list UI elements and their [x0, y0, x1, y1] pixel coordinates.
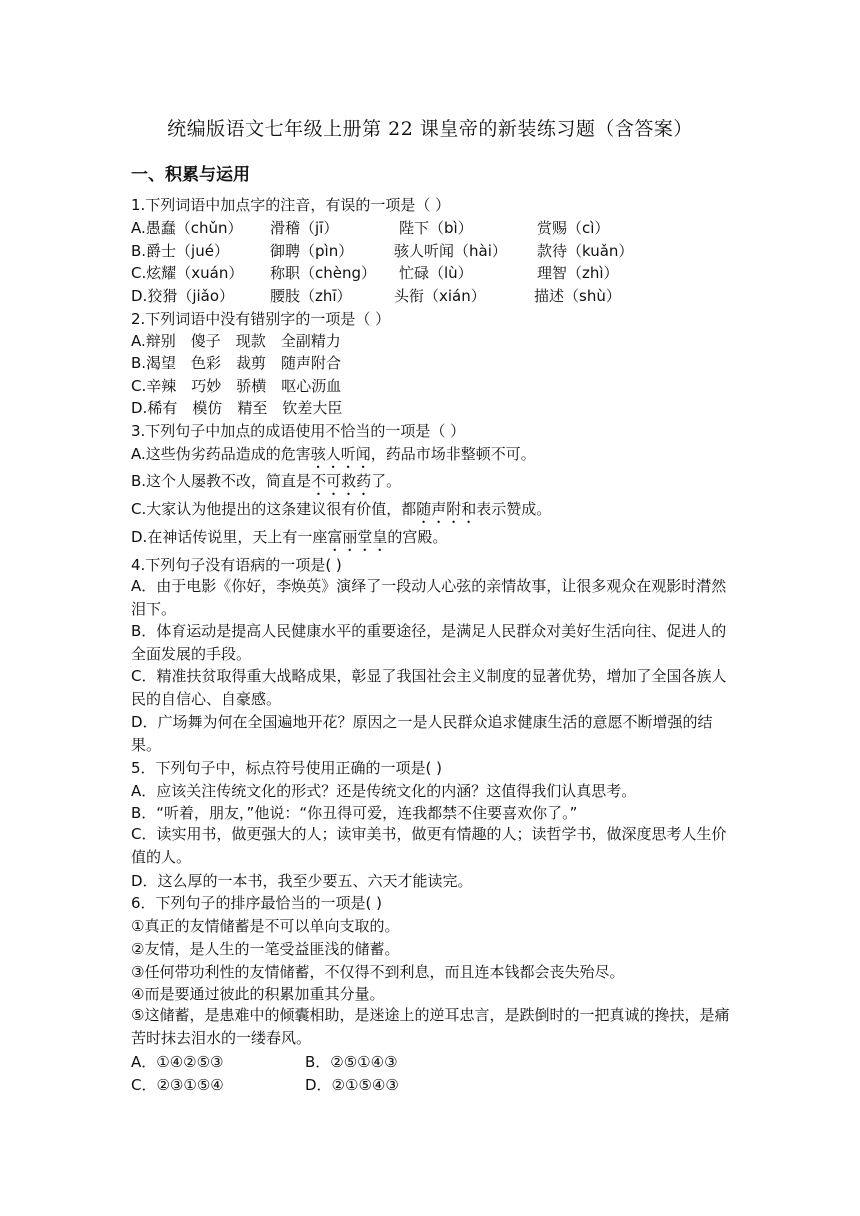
question-3-option-d [131, 527, 447, 555]
option-cell: 骇人听闻（hài） [394, 242, 507, 260]
question-2-option-b: B.渴望 色彩 裁剪 随声附合 [131, 354, 342, 372]
question-2-option-a: A.辩别 傻子 现款 全副精力 [131, 332, 341, 350]
question-5-option-a: A．应该关注传统文化的形式？还是传统文化的内涵？这值得我们认真思考。 [131, 782, 637, 800]
option-cell: 赏赐（cì） [537, 219, 610, 237]
option-text: B.这个人屡教不改，简直是 [131, 472, 312, 490]
dotted-idiom: 骇人听闻 [310, 445, 371, 463]
question-4-option-c: C．精准扶贫取得重大战略成果，彰显了我国社会主义制度的显著优势，增加了全国各族人民的自信心、自豪感。 [131, 667, 727, 708]
question-2-option-c: C.辛辣 巧妙 骄横 呕心沥血 [131, 377, 342, 395]
question-4-stem: 4.下列句子没有语病的一项是( ) [131, 556, 342, 574]
option-text: D.在神话传说里，天上有一座 [131, 528, 328, 546]
dotted-idiom: 富丽堂皇 [327, 528, 388, 546]
option-cell: C.炫耀（xuán） [131, 264, 244, 282]
question-1-stem: 1.下列词语中加点字的注音，有误的一项是（ ） [131, 196, 451, 214]
question-3-option-b [131, 471, 401, 499]
option-text: A.这些伪劣药品造成的危害 [131, 445, 311, 463]
question-4-option-a: A．由于电影《你好，李焕英》演绎了一段动人心弦的亲情故事，让很多观众在观影时潸然泪下。 [131, 577, 727, 618]
question-5-stem: 5．下列句子中，标点符号使用正确的一项是( ) [131, 759, 443, 777]
option-cell: B.爵士（jué） [131, 242, 229, 260]
option-cell: 理智（zhì） [537, 264, 619, 282]
question-6-sentence-5: ⑤这储蓄，是患难中的倾囊相助，是迷途上的逆耳忠言，是跌倒时的一把真诚的搀扶，是痛苦时抹去泪水的一缕春风。 [131, 1006, 730, 1047]
option-cell: 称职（chèng） [270, 264, 377, 282]
option-cell: 腰肢（zhī） [270, 287, 352, 305]
question-6-sentence-4: ④而是要通过彼此的积累加重其分量。 [131, 985, 385, 1003]
choice-a: A．①④②⑤③ [131, 1053, 224, 1071]
option-text: 表示赞成。 [476, 500, 552, 518]
dotted-idiom: 随声附和 [416, 500, 477, 518]
question-6-sentence-3: ③任何带功利性的友情储蓄，不仅得不到利息，而且连本钱都会丧失殆尽。 [131, 963, 625, 981]
option-cell: 款待（kuǎn） [537, 242, 634, 260]
choice-b: B．②⑤①④③ [305, 1053, 398, 1071]
document-title: 统编版语文七年级上册第 22 课皇帝的新装练习题（含答案） [167, 118, 693, 140]
option-cell: 忙碌（lù） [399, 264, 473, 282]
question-5-option-d: D．这么厚的一本书，我至少要五、六天才能读完。 [131, 872, 473, 890]
option-cell: 描述（shù） [534, 287, 621, 305]
question-3-stem: 3.下列句子中加点的成语使用不恰当的一项是（ ） [131, 422, 466, 440]
choice-d: D．②①⑤④③ [305, 1076, 399, 1094]
option-cell: A.愚蠢（chǔn） [131, 219, 243, 237]
question-6-sentence-1: ①真正的友情储蓄是不可以单向支取的。 [131, 917, 400, 935]
option-cell: 头衔（xián） [394, 287, 486, 305]
option-cell: 陛下（bì） [399, 219, 473, 237]
question-6-sentence-2: ②友情，是人生的一笔受益匪浅的储蓄。 [131, 940, 400, 958]
dotted-idiom: 不可救药 [311, 472, 372, 490]
question-3-option-c [131, 499, 551, 527]
question-3-option-a [131, 444, 536, 472]
question-5-option-c: C．读实用书，做更强大的人；读审美书，做更有情趣的人；读哲学书，做深度思考人生价值的人。 [131, 825, 727, 866]
choice-c: C．②③①⑤④ [131, 1076, 224, 1094]
option-text: 了。 [371, 472, 402, 490]
question-2-stem: 2.下列词语中没有错别字的一项是（ ） [131, 310, 391, 328]
option-cell: 御聘（pìn） [270, 242, 354, 260]
question-6-stem: 6．下列句子的排序最恰当的一项是( ) [131, 894, 383, 912]
option-text: ，药品市场非整顿不可。 [370, 445, 536, 463]
option-cell: 滑稽（jī） [270, 219, 339, 237]
option-cell: D.狡猾（jiǎo） [131, 287, 235, 305]
question-4-option-b: B．体育运动是提高人民健康水平的重要途径，是满足人民群众对美好生活向往、促进人的全面发展的手段。 [131, 622, 727, 663]
section-heading: 一、积累与运用 [131, 165, 250, 185]
question-2-option-d: D.稀有 模仿 精至 钦差大臣 [131, 399, 343, 417]
option-text: C.大家认为他提出的这条建议很有价值，都 [131, 500, 417, 518]
question-4-option-d: D．广场舞为何在全国遍地开花？原因之一是人民群众追求健康生活的意愿不断增强的结果。 [131, 713, 713, 754]
option-text: 的宫殿。 [387, 528, 448, 546]
question-5-option-b: B．“听着，朋友，”他说：“你丑得可爱，连我都禁不住要喜欢你了。” [131, 804, 578, 822]
